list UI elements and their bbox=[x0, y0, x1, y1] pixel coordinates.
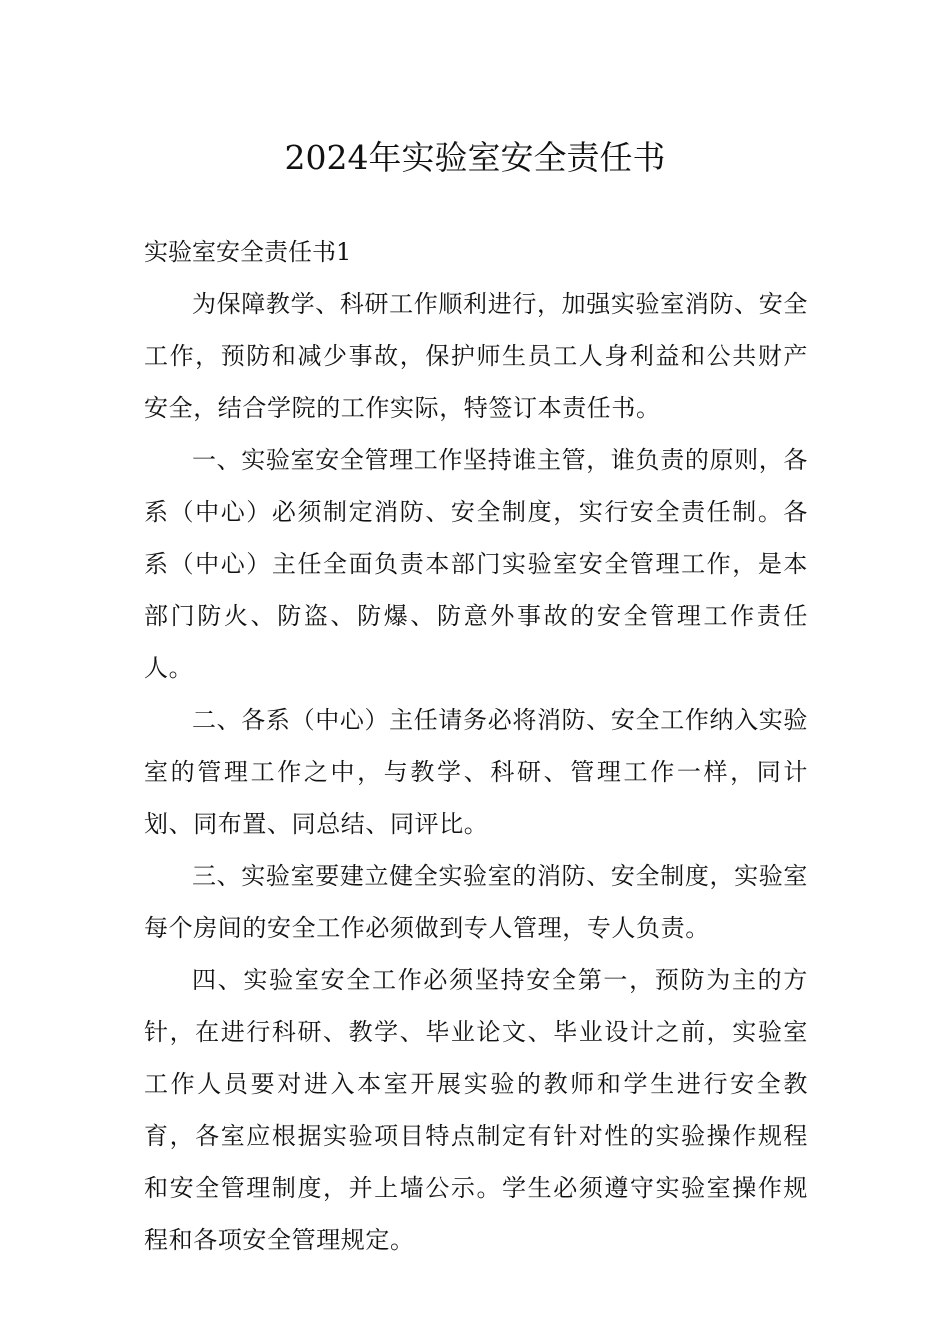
section-subtitle: 实验室安全责任书1 bbox=[144, 238, 352, 266]
paragraph-item-2: 二、各系（中心）主任请务必将消防、安全工作纳入实验室的管理工作之中，与教学、科研、管理工作一样，同计划、同布置、同总结、同评比。 bbox=[144, 706, 808, 838]
paragraph-item-4: 四、实验室安全工作必须坚持安全第一，预防为主的方针，在进行科研、教学、毕业论文、毕业设计之前，实验室工作人员要对进入本室开展实验的教师和学生进行安全教育，各室应根据实验项目特点制定有针对性的实验操作规程和安全管理制度，并上墙公示。学生必须遵守实验室操作规程和各项安全管理规定。 bbox=[144, 966, 808, 1254]
paragraph-intro: 为保障教学、科研工作顺利进行，加强实验室消防、安全工作，预防和减少事故，保护师生员工人身利益和公共财产安全，结合学院的工作实际，特签订本责任书。 bbox=[144, 290, 808, 422]
paragraph-item-1: 一、实验室安全管理工作坚持谁主管，谁负责的原则，各系（中心）必须制定消防、安全制度，实行安全责任制。各系（中心）主任全面负责本部门实验室安全管理工作，是本部门防火、防盗、防爆、防意外事故的安全管理工作责任人。 bbox=[144, 446, 808, 682]
document-body bbox=[144, 226, 808, 1266]
document-title: 2024年实验室安全责任书 bbox=[284, 138, 666, 177]
paragraph-item-3: 三、实验室要建立健全实验室的消防、安全制度，实验室每个房间的安全工作必须做到专人管理，专人负责。 bbox=[144, 862, 808, 942]
